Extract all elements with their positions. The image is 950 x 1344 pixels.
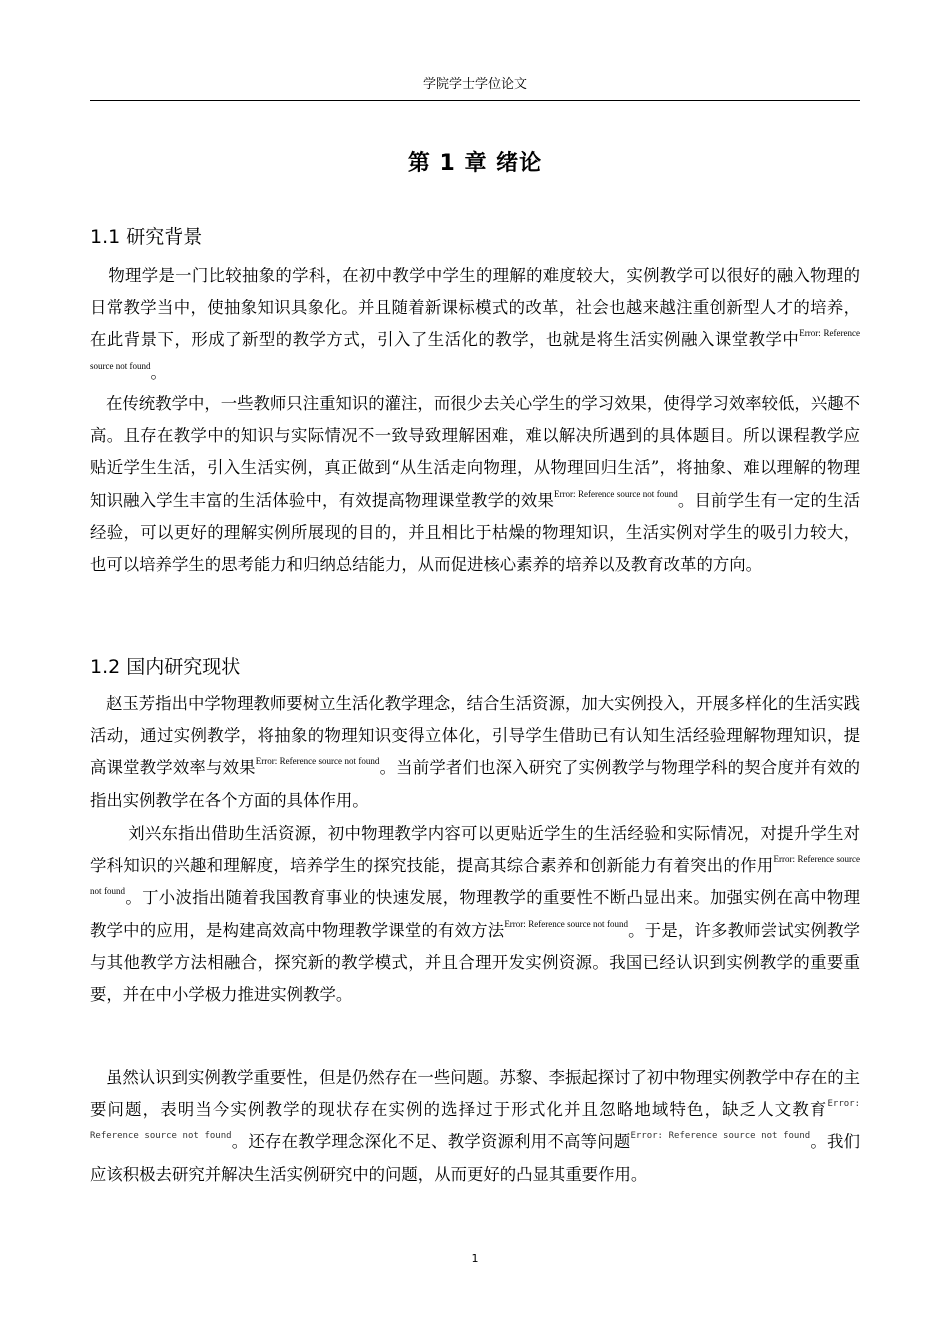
- paragraph: 物理学是一门比较抽象的学科，在初中教学中学生的理解的难度较大，实例教学可以很好的融入物理的日常教学当中，使抽象知识具象化。并且随着新课标模式的改革，社会也越来越注重创新型人才的培养，在此背景下，形成了新型的教学方式，引入了生活化的教学，也就是将生活实例融入课堂教学中$^{Error: Reference source not found}$。: [90, 266, 860, 382]
- citation-error: Error: Reference source not found: [504, 918, 628, 929]
- paragraph: 在传统教学中，一些教师只注重知识的灌注，而很少去关心学生的学习效果，使得学习效率较低，兴趣不高。且存在教学中的知识与实际情况不一致导致理解困难，难以解决所遇到的具体题目。所以课程教学应贴近学生生活，引入生活实例，真正做到“从生活走向物理，从物理回归生活”，将抽象、难以理解的物理知识融入学生丰富的生活体验中，有效提高物理课堂教学的效果$^{Error: Reference source not found}$。目前学生有一定的生活经验，可以更好的理解实例所展现的目的，并且相比于枯燥的物理知识，生活实例对学生的吸引力较大，也可以培养学生的思考能力和归纳总结能力，从而促进核心素养的培养以及教育改革的方向。: [90, 394, 861, 575]
- header-title: 学院学士学位论文: [422, 77, 527, 92]
- citation-error: Error: Reference source not found: [630, 1131, 811, 1142]
- page-header: [90, 74, 860, 101]
- page-number: 1: [471, 1252, 479, 1265]
- citation-error: Error: Reference source not found: [90, 854, 860, 897]
- paragraph: 刘兴东指出借助生活资源，初中物理教学内容可以更贴近学生的生活经验和实际情况，对提升学生对学科知识的兴趣和理解度，培养学生的探究技能，提高其综合素养和创新能力有着突出的作用$^{Error: Reference source not found}$。丁小波指出随着我国教育事业的快速发展，物理教学的重要性不断凸显出来。加强实例在高中物理教学中的应用，是构建高效高中物理教学课堂的有效方法$^{Error: Reference source not found}$。于是，许多教师尝试实例教学与其他教学方法相融合，探究新的教学模式，并且合理开发实例资源。我国已经认识到实例教学的重要重要，并在中小学极力推进实例教学。: [90, 824, 861, 1005]
- citation-error: Error: Reference source not found: [554, 488, 678, 499]
- paragraph: 虽然认识到实例教学重要性，但是仍然存在一些问题。苏黎、李振起探讨了初中物理实例教学中存在的主要问题，表明当今实例教学的现状存在实例的选择过于形式化并且忽略地域特色，缺乏人文教育$^{Error: Reference source not found}$。还存在教学理念深化不足、教学资源利用不高等问题$^{Error: Reference source not found}$。我们应该积极去研究并解决生活实例研究中的问题，从而更好的凸显其重要作用。: [90, 1068, 861, 1184]
- section-heading-background: 1.1 研究背景: [90, 226, 203, 248]
- citation-error: Error: Reference source not found: [90, 328, 860, 371]
- paragraph: 赵玉芳指出中学物理教师要树立生活化教学理念，结合生活资源，加大实例投入，开展多样化的生活实践活动，通过实例教学，将抽象的物理知识变得立体化，引导学生借助已有认知生活经验理解物理知识，提高课堂教学效率与效果$^{Error: Reference source not found}$。当前学者们也深入研究了实例教学与物理学科的契合度并有效的指出实例教学在各个方面的具体作用。: [90, 694, 861, 810]
- citation-error: Error: Reference source not found: [90, 1099, 860, 1142]
- section-heading-domestic-research: 1.2 国内研究现状: [90, 656, 241, 678]
- chapter-title: 第 1 章 绪论: [407, 151, 543, 176]
- citation-error: Error: Reference source not found: [255, 756, 380, 767]
